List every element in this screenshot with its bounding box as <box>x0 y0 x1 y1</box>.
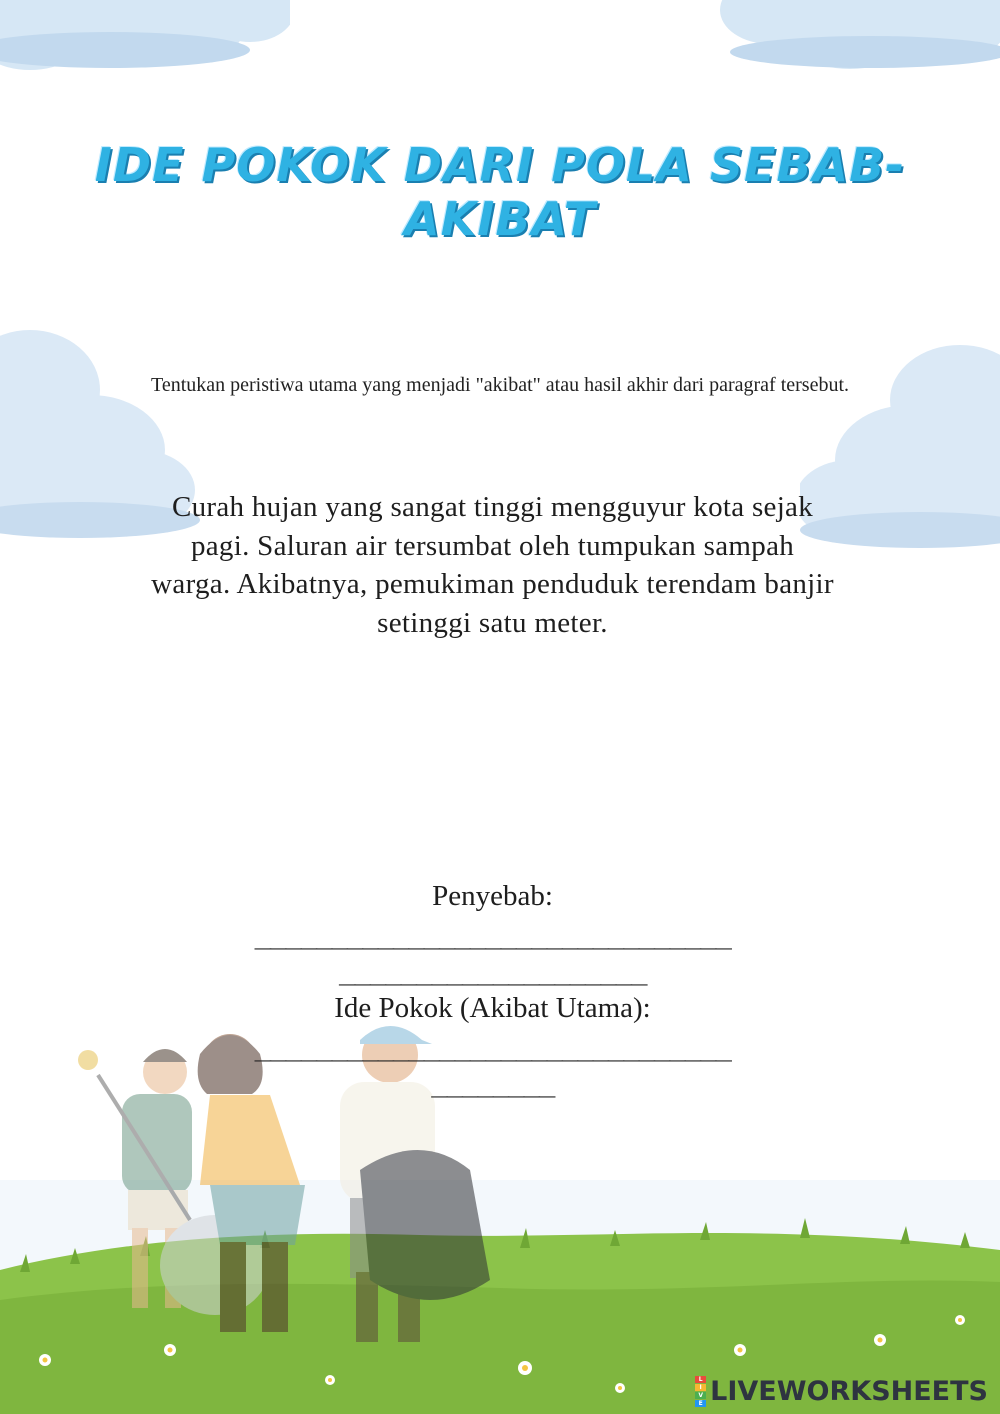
logo-tile: V <box>695 1392 706 1399</box>
cloud-top-left-icon <box>0 0 290 80</box>
logo-tile: E <box>695 1400 706 1407</box>
answer-section <box>150 876 835 1100</box>
cause-answer-blank[interactable]: _______________________________ <box>254 917 731 950</box>
main-idea-answer-blank-continued[interactable]: ________ <box>431 1065 554 1098</box>
logo-tile: L <box>695 1376 706 1383</box>
main-idea-answer-blank[interactable]: _______________________________ <box>254 1029 731 1062</box>
cloud-top-right-icon <box>720 0 1000 80</box>
instruction-text: Tentukan peristiwa utama yang menjadi "akibat" atau hasil akhir dari paragraf tersebut. <box>151 374 849 396</box>
cause-label: Penyebab: <box>432 880 553 912</box>
cause-answer-blank-continued[interactable]: ____________________ <box>338 953 647 986</box>
reading-paragraph: Curah hujan yang sangat tinggi mengguyur kota sejak pagi. Saluran air tersumbat oleh tumpukan sampah warga. Akibatnya, pemukiman penduduk terendam banjir setinggi satu meter. <box>151 491 834 639</box>
liveworksheets-logo[interactable] <box>695 1374 988 1408</box>
logo-tiles-icon <box>695 1376 706 1407</box>
logo-tile: I <box>695 1384 706 1391</box>
logo-text: LIVEWORKSHEETS <box>710 1375 988 1407</box>
page-title: IDE POKOK DARI POLA SEBAB-AKIBAT <box>94 138 906 246</box>
main-idea-label: Ide Pokok (Akibat Utama): <box>334 992 651 1024</box>
